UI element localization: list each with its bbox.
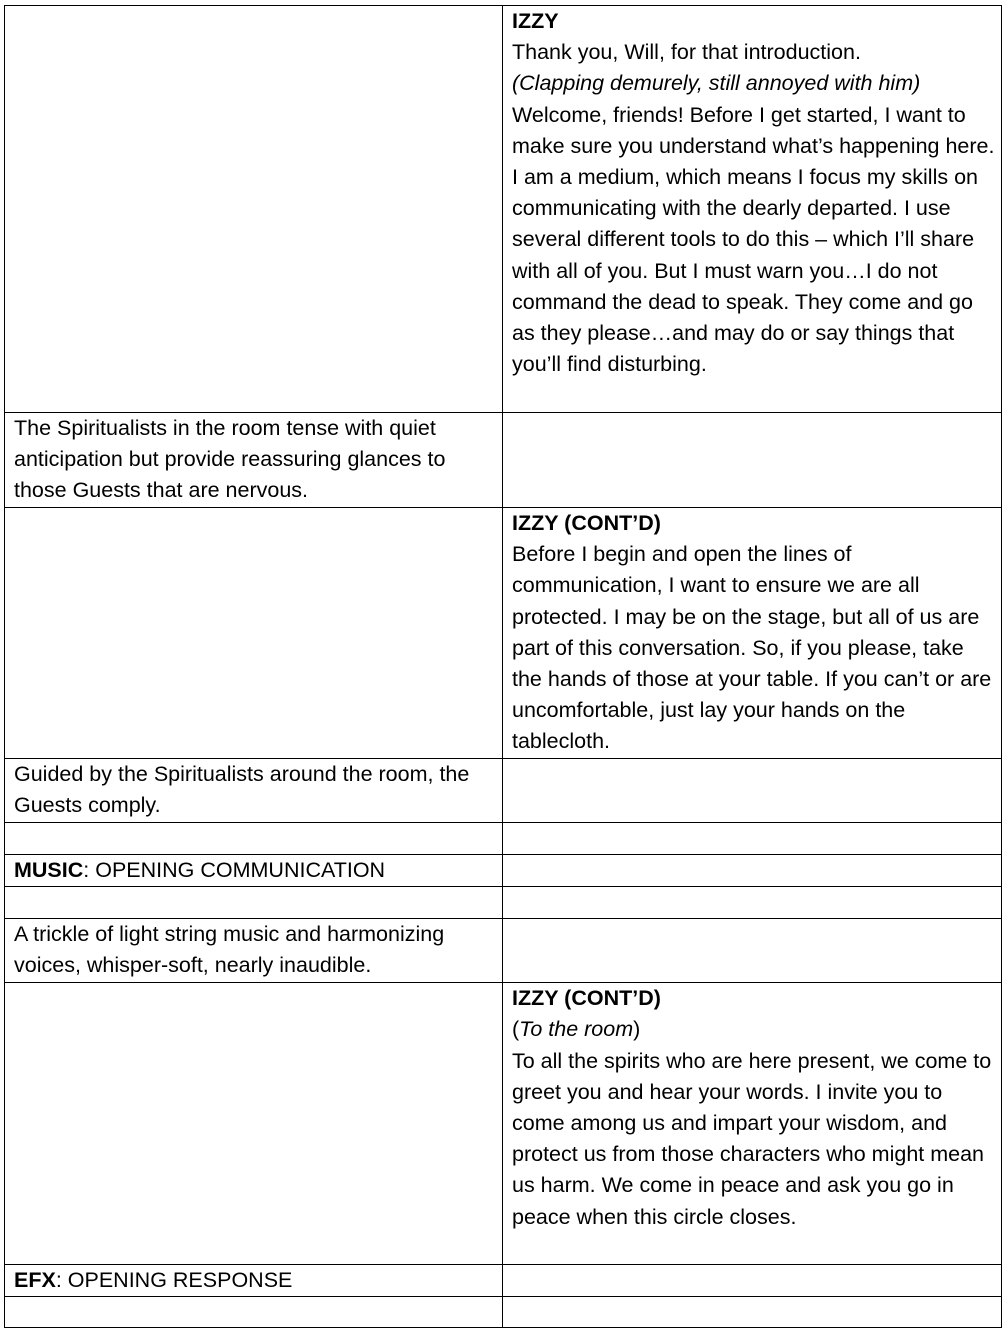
music-cue (14, 858, 385, 882)
script-row (5, 1265, 1002, 1297)
script-row (5, 855, 1002, 887)
script-table (4, 5, 1002, 1328)
dialogue-line: Thank you, Will, for that introduction. (512, 40, 861, 65)
script-row (5, 1297, 1002, 1328)
speaker-name: IZZY (512, 9, 559, 33)
action-text: The Spiritualists in the room tense with quiet anticipation but provide reassuring glances to those Guests that are nervous. (14, 416, 446, 503)
script-row (5, 983, 1002, 1265)
cue-separator: : (55, 1268, 68, 1293)
action-text: Guided by the Spiritualists around the room, the Guests comply. (14, 762, 470, 818)
paren-close: ) (633, 1017, 641, 1042)
dialogue-cell (503, 1297, 1002, 1328)
dialogue-cell (503, 6, 1002, 413)
cue-label: MUSIC (14, 858, 84, 882)
action-cell (5, 1297, 503, 1328)
action-cell (5, 855, 503, 887)
script-row (5, 759, 1002, 823)
dialogue-cell (503, 983, 1002, 1265)
action-cell (5, 508, 503, 759)
action-cell (5, 6, 503, 413)
action-cell (5, 919, 503, 983)
action-cell (5, 1265, 503, 1297)
efx-cue (14, 1268, 292, 1292)
dialogue-cell (503, 887, 1002, 919)
dialogue-line: Welcome, friends! Before I get started, I want to make sure you understand what’s happening here. I am a medium, which means I focus my skills on communicating with the dearly departed. I use several different tools to do this – which I’ll share with all of you. But I must warn you…I do not command the dead to speak. They come and go as they please…and may do or say things that you’ll find disturbing. (512, 102, 995, 377)
dialogue-cell (503, 413, 1002, 508)
action-text: A trickle of light string music and harmonizing voices, whisper-soft, nearly inaudible. (14, 922, 445, 978)
paren-open: ( (512, 1017, 520, 1042)
script-row (5, 508, 1002, 759)
dialogue-line: To all the spirits who are here present, we come to greet you and hear your words. I invite you to come among us and impart your wisdom, and protect us from those characters who might mean us harm. We come in peace and ask you go in peace when this circle closes. (512, 1048, 992, 1229)
dialogue-cell (503, 823, 1002, 855)
script-row (5, 887, 1002, 919)
stage-direction-text: To the room (519, 1017, 634, 1042)
speaker-name: IZZY (CONT’D) (512, 511, 661, 535)
dialogue-cell (503, 508, 1002, 759)
speaker-name: IZZY (CONT’D) (512, 986, 661, 1011)
script-row (5, 919, 1002, 983)
action-cell (5, 759, 503, 823)
script-row (5, 6, 1002, 413)
stage-direction: (Clapping demurely, still annoyed with him) (512, 71, 921, 96)
action-cell (5, 823, 503, 855)
cue-label: EFX (14, 1268, 56, 1293)
dialogue-cell (503, 919, 1002, 983)
script-row (5, 413, 1002, 508)
action-cell (5, 413, 503, 508)
cue-text: OPENING RESPONSE (67, 1268, 293, 1293)
dialogue-cell (503, 759, 1002, 823)
action-cell (5, 983, 503, 1265)
script-row (5, 823, 1002, 855)
action-cell (5, 887, 503, 919)
cue-text: OPENING COMMUNICATION (95, 858, 386, 882)
dialogue-line: Before I begin and open the lines of communication, I want to ensure we are all protected. I may be on the stage, but all of us are part of this conversation. So, if you please, take the hands of those at your table. If you can’t or are uncomfortable, just lay your hands on the tablecloth. (512, 542, 992, 754)
cue-separator: : (83, 858, 96, 882)
dialogue-cell (503, 855, 1002, 887)
stage-direction (512, 1014, 995, 1045)
dialogue-cell (503, 1265, 1002, 1297)
